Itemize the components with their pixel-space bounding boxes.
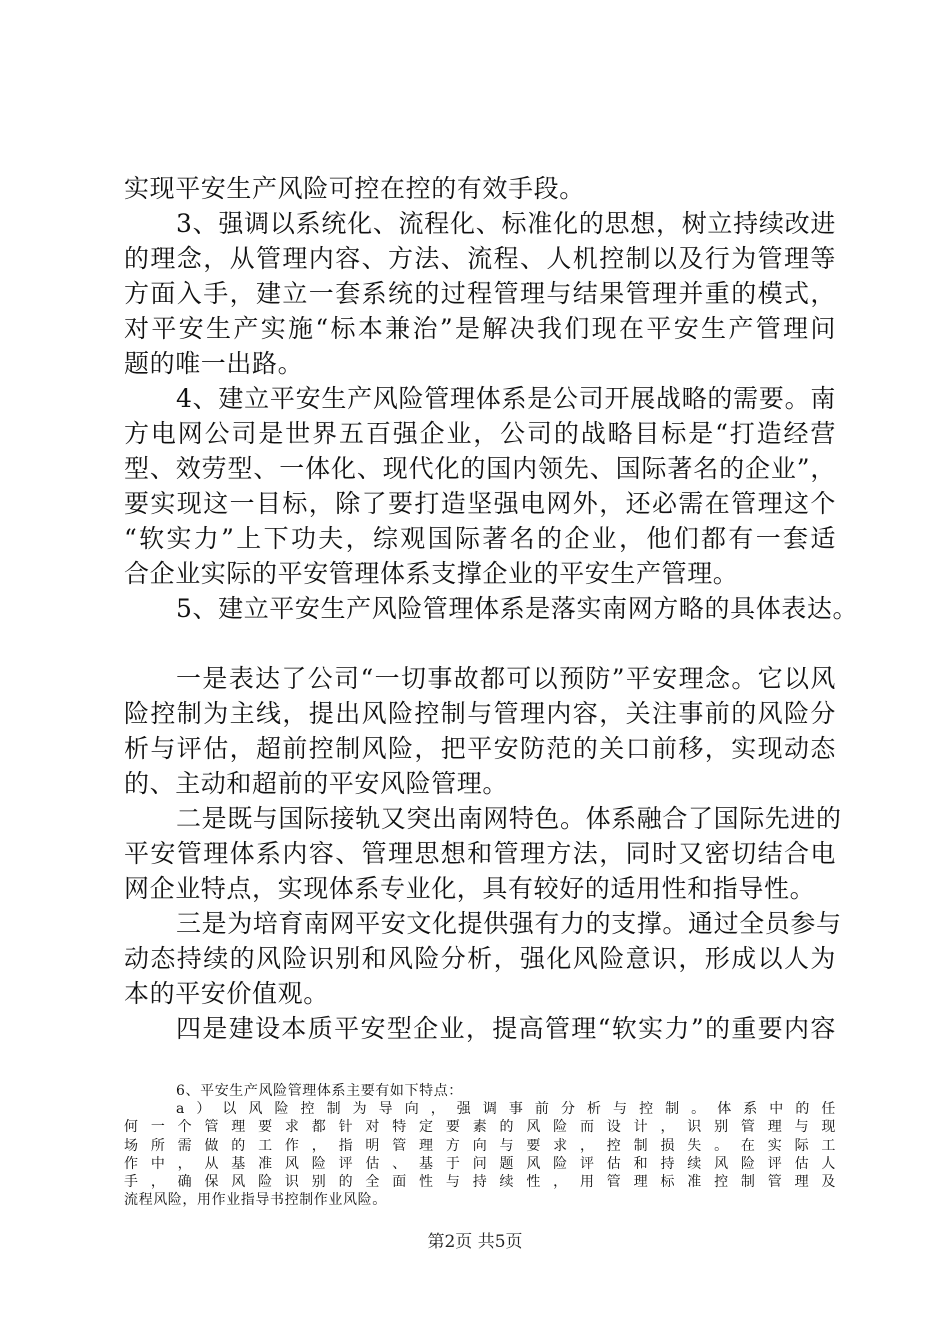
text-line: 网企业特点，实现体系专业化，具有较好的适用性和指导性。 [124,874,816,903]
text-line: “软实力”上下功夫，综观国际著名的企业，他们都有一套适 [124,524,836,553]
text-line: 3、强调以系统化、流程化、标准化的思想，树立持续改进 [176,209,836,238]
page-number: 第2页 共5页 [427,1232,523,1252]
text-line: 一是表达了公司“一切事故都可以预防”平安理念。它以风 [176,664,836,693]
text-line: 题的唯一出路。 [124,349,304,378]
text-line: 平安管理体系内容、管理思想和管理方法，同时又密切结合电 [124,839,836,868]
text-line: 险控制为主线，提出风险控制与管理内容，关注事前的风险分 [124,699,836,728]
text-line: 三是为培育南网平安文化提供强有力的支撑。通过全员参与 [176,909,842,938]
text-line: 型、效劳型、一体化、现代化的国内领先、国际著名的企业”， [124,454,836,483]
text-line: 方电网公司是世界五百强企业，公司的战略目标是“打造经营 [124,419,836,448]
text-line: 合企业实际的平安管理体系支撑企业的平安生产管理。 [124,559,739,588]
text-line: 四是建设本质平安型企业，提高管理“软实力”的重要内容 [176,1014,836,1043]
text-line: 何一个管理要求都针对特定要素的风险而设计，识别管理与现 [124,1119,836,1136]
text-line: 6、平安生产风险管理体系主要有如下特点： [176,1083,463,1099]
text-line: a）以风险控制为导向，强调事前分析与控制。体系中的任 [176,1101,836,1118]
text-line: 的理念，从管理内容、方法、流程、人机控制以及行为管理等 [124,244,836,273]
text-line: 4、建立平安生产风险管理体系是公司开展战略的需要。南 [176,384,836,413]
text-line: 析与评估，超前控制风险，把平安防范的关口前移，实现动态 [124,734,836,763]
text-line: 要实现这一目标，除了要打造坚强电网外，还必需在管理这个 [124,489,836,518]
text-line: 手，确保风险识别的全面性与持续性，用管理标准控制管理及 [124,1174,836,1190]
text-line: 作中，从基准风险评估、基于问题风险评估和持续风险评估人 [124,1155,836,1172]
text-line: 二是既与国际接轨又突出南网特色。体系融合了国际先进的 [176,804,842,833]
text-line: 本的平安价值观。 [124,979,329,1008]
text-line: 对平安生产实施“标本兼治”是解决我们现在平安生产管理问 [124,314,836,343]
text-line: 5、建立平安生产风险管理体系是落实南网方略的具体表达。 [176,594,859,623]
text-line: 的、主动和超前的平安风险管理。 [124,769,509,798]
text-line: 场所需做的工作，指明管理方向与要求，控制损失。在实际工 [124,1137,836,1154]
text-line: 动态持续的风险识别和风险分析，强化风险意识，形成以人为 [124,944,836,973]
text-line: 流程风险，用作业指导书控制作业风险。 [124,1192,387,1209]
text-line: 方面入手，建立一套系统的过程管理与结果管理并重的模式， [124,279,836,308]
text-line: 实现平安生产风险可控在控的有效手段。 [124,174,585,203]
